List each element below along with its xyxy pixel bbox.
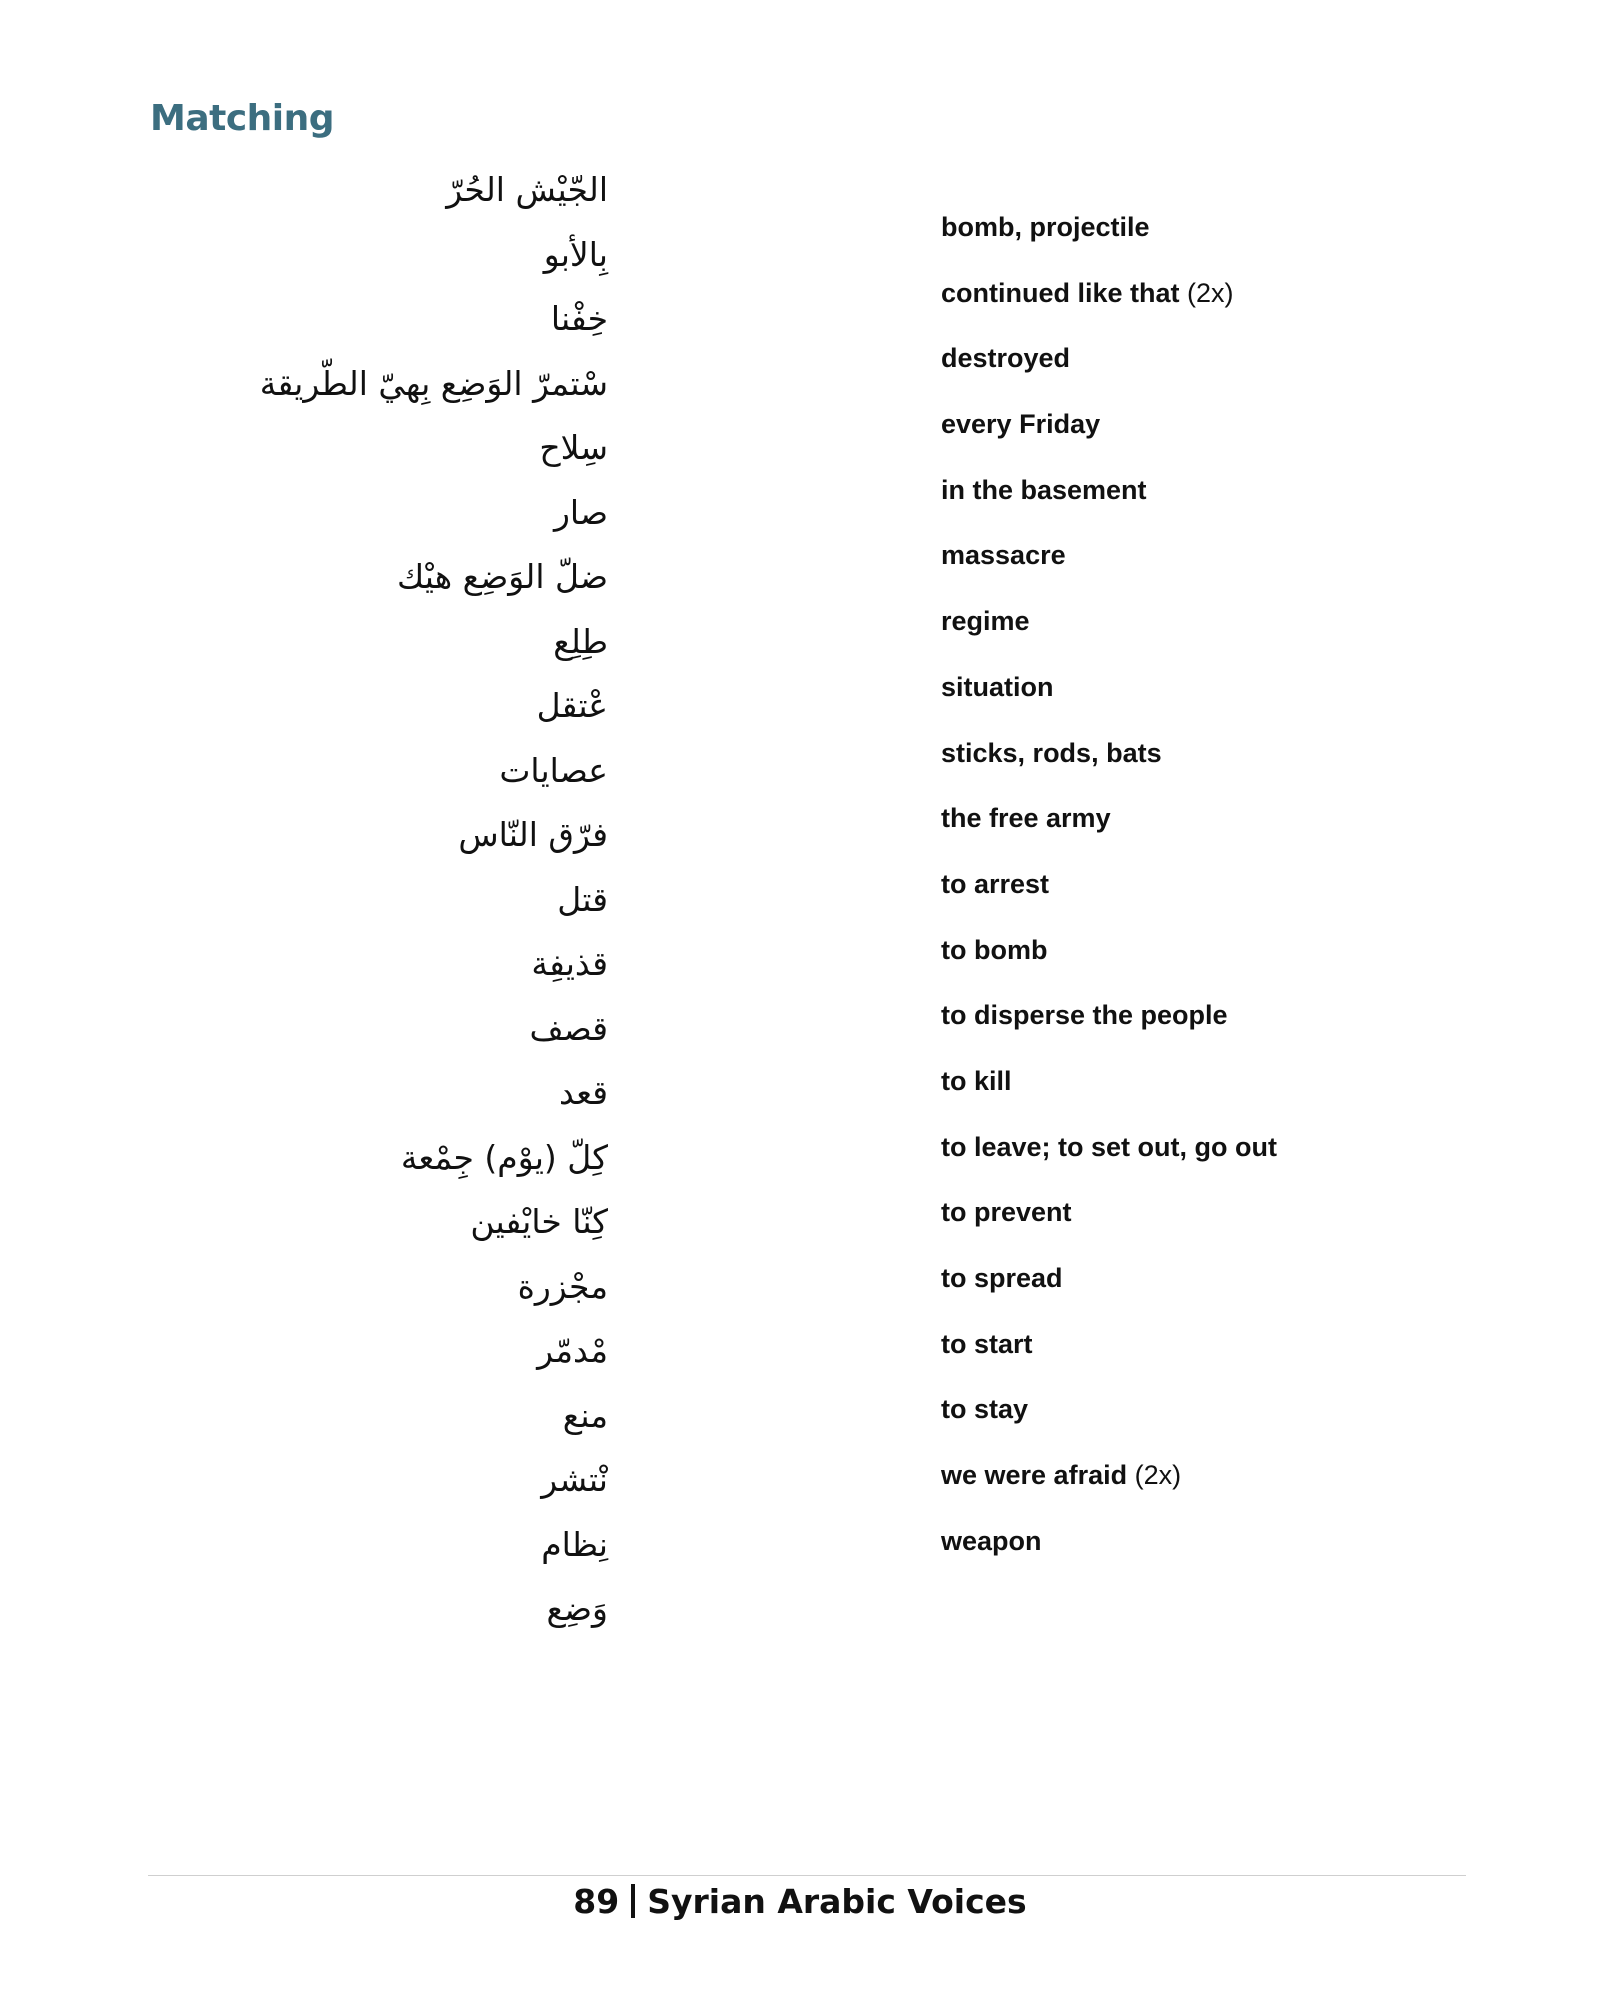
arabic-term: قعد	[558, 1073, 608, 1112]
english-term	[941, 1519, 1277, 1585]
english-term-text: bomb, projectile	[941, 212, 1150, 242]
english-term-text: to stay	[941, 1394, 1029, 1425]
english-term-text: to spread	[941, 1263, 1063, 1293]
arabic-term: سِلاح	[539, 428, 608, 467]
arabic-term: ضلّ الوَضِع هيْك	[396, 557, 608, 596]
arabic-term: كِنّا خايْفين	[470, 1202, 608, 1241]
english-term-text: massacre	[941, 540, 1066, 571]
arabic-term: بِالأبو	[543, 234, 608, 274]
english-term	[941, 1453, 1277, 1519]
english-term	[941, 993, 1277, 1059]
english-term-text: sticks, rods, bats	[941, 737, 1162, 768]
page-number: 89	[573, 1882, 620, 1921]
english-term	[941, 1387, 1277, 1453]
english-term	[941, 1059, 1277, 1125]
arabic-term: صار	[553, 492, 608, 532]
english-term	[941, 533, 1277, 599]
english-term-text: situation	[941, 671, 1054, 702]
english-term-note: (2x)	[1134, 1460, 1182, 1491]
arabic-term: قذيفِة	[531, 944, 608, 983]
arabic-term: قتل	[557, 879, 608, 919]
english-term-text: weapon	[941, 1525, 1042, 1556]
english-term	[941, 1256, 1277, 1322]
english-term-text: every Friday	[941, 409, 1101, 440]
arabic-term: منع	[562, 1395, 608, 1435]
english-term	[941, 665, 1277, 731]
english-term-text: to leave; to set out, go out	[941, 1131, 1277, 1162]
arabic-term: فرّق النّاس	[458, 815, 608, 854]
arabic-term: عصايات	[499, 750, 608, 790]
english-term	[941, 862, 1277, 928]
footer-divider	[148, 1875, 1466, 1876]
english-term-text: regime	[941, 606, 1030, 637]
english-term-text: the free army	[941, 803, 1111, 834]
english-term-text: continued like that	[941, 277, 1180, 308]
english-term	[941, 336, 1277, 402]
english-definition-list	[941, 205, 1277, 1584]
book-title: Syrian Arabic Voices	[647, 1882, 1027, 1921]
english-term-text: to arrest	[941, 868, 1050, 899]
english-term	[941, 731, 1277, 797]
english-term-text: to kill	[941, 1065, 1012, 1096]
arabic-term: سْتمرّ الوَضِع بِهيّ الطّريقة	[259, 363, 608, 403]
page-footer	[0, 1878, 1600, 1926]
arabic-term-list	[260, 158, 608, 1642]
section-heading: Matching	[150, 98, 335, 139]
english-term	[941, 1322, 1277, 1388]
english-term	[941, 402, 1277, 468]
english-term	[941, 1190, 1277, 1256]
arabic-term: كِلّ (يوْم) جِمْعة	[400, 1137, 608, 1177]
arabic-term: نِظام	[541, 1524, 608, 1564]
english-term	[941, 468, 1277, 534]
arabic-term: خِفْنا	[550, 299, 608, 338]
arabic-term: نْتشر	[541, 1460, 608, 1499]
english-term	[941, 205, 1277, 271]
english-term	[941, 928, 1277, 994]
arabic-term: وَضِع	[546, 1589, 608, 1628]
english-term-text: we were afraid	[941, 1460, 1128, 1491]
footer-separator	[631, 1884, 635, 1918]
english-term-text: destroyed	[941, 343, 1071, 374]
arabic-term: الجّيْش الحُرّ	[446, 170, 608, 209]
english-term	[941, 1125, 1277, 1191]
arabic-term: طِلِع	[553, 621, 608, 661]
english-term-text: to start	[941, 1328, 1033, 1359]
english-term	[941, 599, 1277, 665]
arabic-term: مجْزرة	[517, 1266, 608, 1306]
arabic-term: مْدمّر	[537, 1331, 608, 1370]
english-term-note: (2x)	[1187, 277, 1234, 308]
english-term	[941, 271, 1277, 337]
english-term-text: to disperse the people	[941, 1000, 1228, 1031]
english-term-text: in the basement	[941, 474, 1147, 505]
english-term-text: to prevent	[941, 1197, 1072, 1228]
arabic-term: عْتقل	[536, 686, 608, 725]
arabic-term: قصف	[529, 1008, 608, 1048]
english-term-text: to bomb	[941, 934, 1048, 965]
english-term	[941, 796, 1277, 862]
